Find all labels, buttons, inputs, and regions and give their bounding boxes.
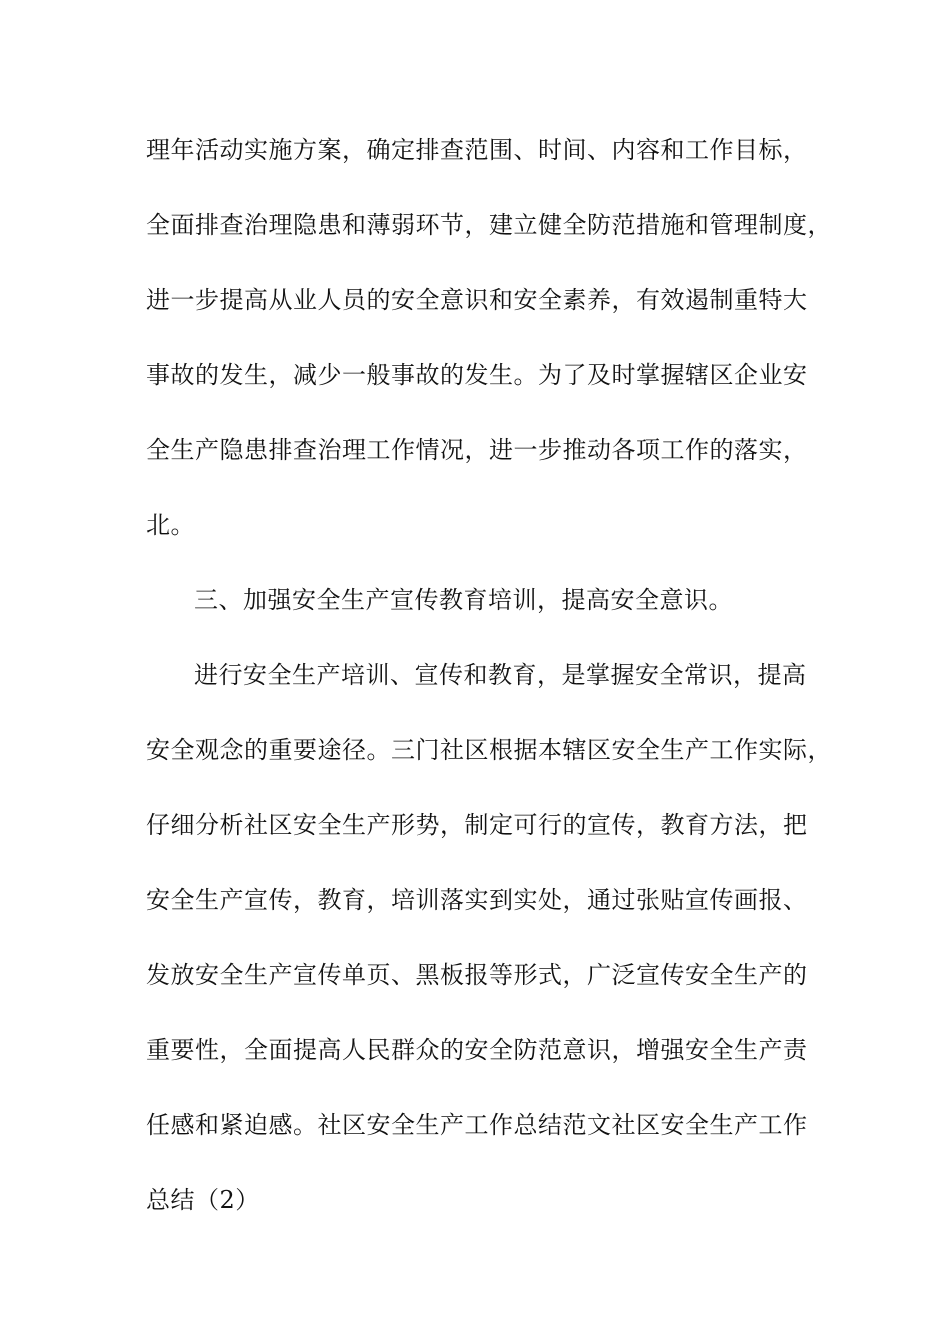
text-line: 全生产隐患排查治理工作情况，进一步推动各项工作的落实， [146,436,808,464]
text-line: 发放安全生产宣传单页、黑板报等形式，广泛宣传安全生产的 [146,961,808,989]
text-line: 安全观念的重要途径。三门社区根据本辖区安全生产工作实际， [146,736,832,764]
text-line: 进一步提高从业人员的安全意识和安全素养，有效遏制重特大 [146,286,808,314]
text-line: 安全生产宣传，教育，培训落实到实处，通过张贴宣传画报、 [146,886,808,914]
text-line: 北。 [146,511,195,539]
text-line: 总结（2） [146,1186,260,1214]
text-line: 事故的发生，减少一般事故的发生。为了及时掌握辖区企业安 [146,361,808,389]
text-line: 全面排查治理隐患和薄弱环节，建立健全防范措施和管理制度， [146,211,832,239]
section-heading: 三、加强安全生产宣传教育培训，提高安全意识。 [194,586,733,614]
paragraph-first-line: 进行安全生产培训、宣传和教育，是掌握安全常识，提高 [194,661,807,689]
text-line: 仔细分析社区安全生产形势，制定可行的宣传，教育方法，把 [146,811,808,839]
text-line: 理年活动实施方案，确定排查范围、时间、内容和工作目标， [146,136,808,164]
text-line: 重要性，全面提高人民群众的安全防范意识，增强安全生产责 [146,1036,808,1064]
text-line: 任感和紧迫感。社区安全生产工作总结范文社区安全生产工作 [146,1111,808,1139]
